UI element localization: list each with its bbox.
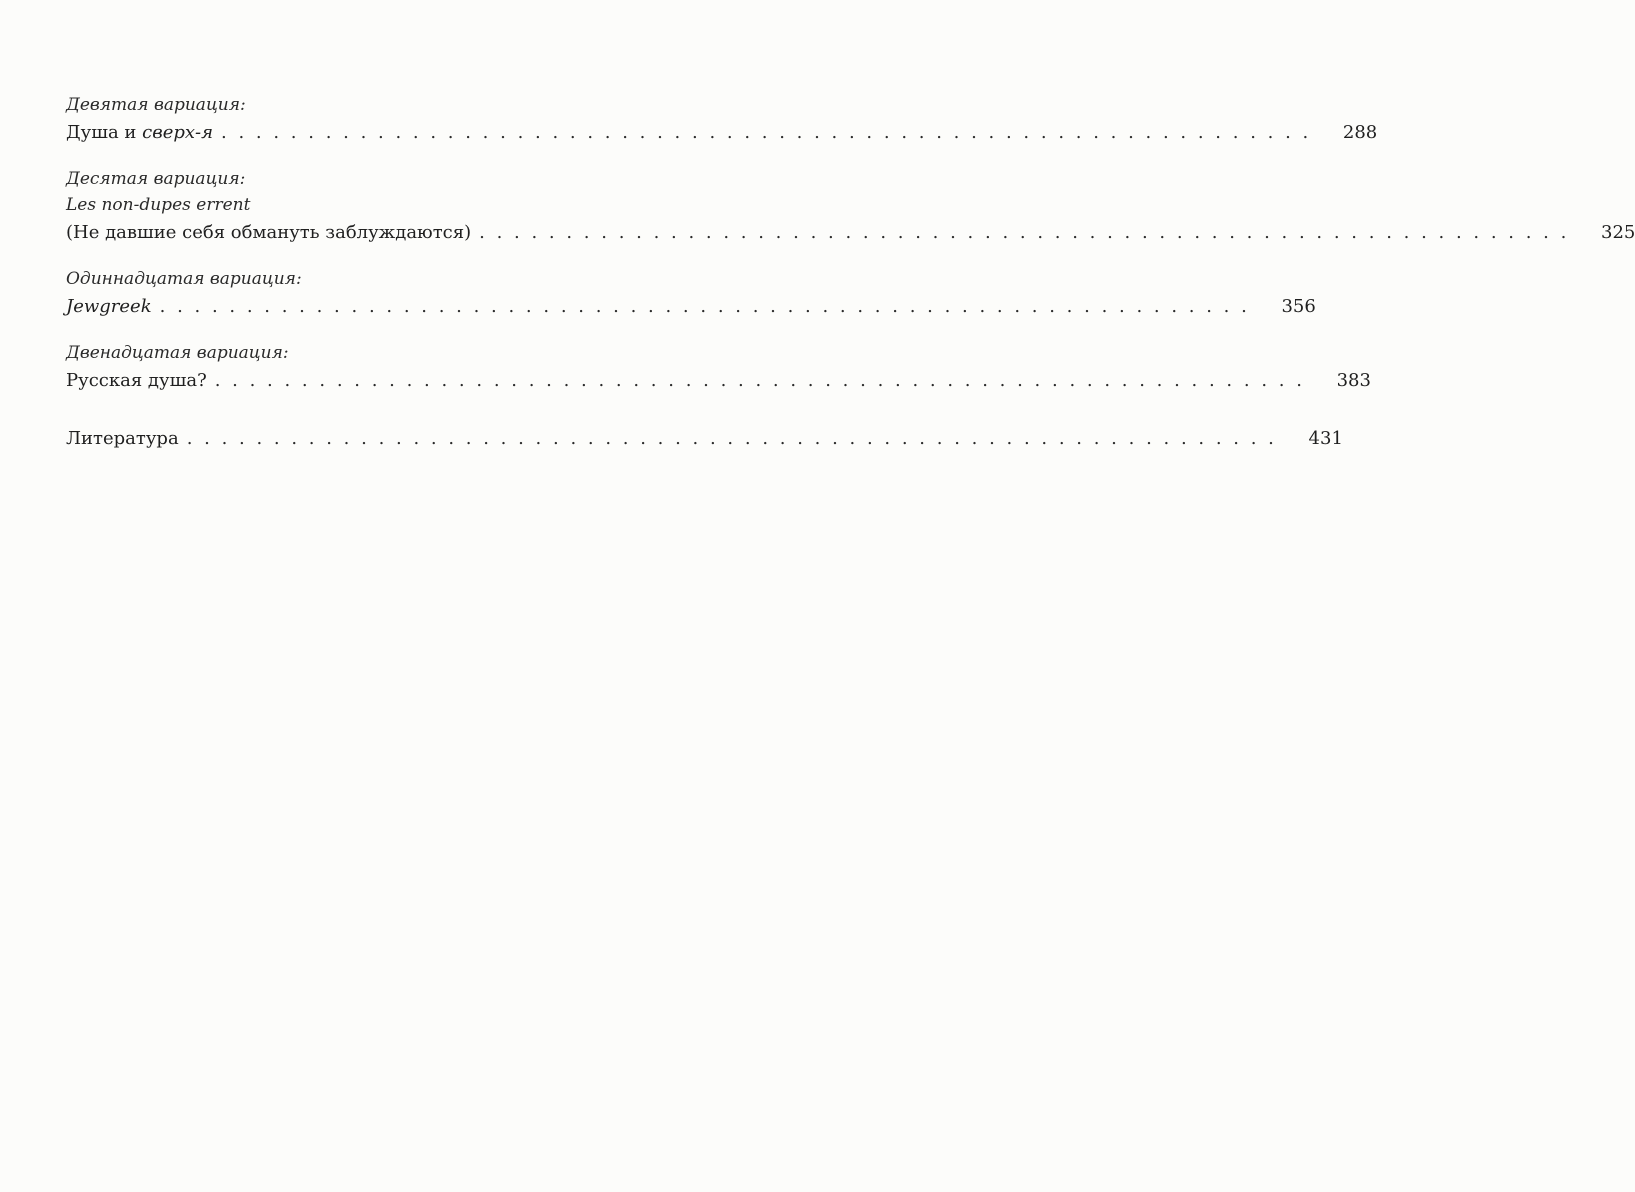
dot-leader: . . . . . . . . . . . . . . . . . . . . . . . . . . . . . . . . . . . . . . . . . . . . . . . . . . . . . . . . . . . . . . .: [221, 122, 1312, 143]
toc-entry-variation-12: [66, 340, 1371, 396]
toc-entry-title: [66, 292, 152, 322]
toc-page-number: 356: [1281, 296, 1316, 317]
toc-entry-title-italic: Jewgreek: [66, 296, 152, 317]
toc-entry-literature: [66, 424, 1343, 454]
toc-entry-line: [66, 218, 1635, 248]
toc-entry-title: [66, 424, 179, 454]
toc-entry-variation-9: [66, 92, 1378, 148]
toc-entry-variation-11: [66, 266, 1316, 322]
toc-entry-title-text: Душа и: [66, 122, 143, 143]
toc-entry-heading: Девятая вариация:: [66, 95, 246, 115]
toc-entry-heading: Двенадцатая вариация:: [66, 343, 289, 363]
toc-entry-line: [66, 424, 1343, 454]
table-of-contents: [66, 92, 1635, 472]
toc-entry-title: [66, 366, 207, 396]
toc-entry-line: [66, 118, 1378, 148]
dot-leader: . . . . . . . . . . . . . . . . . . . . . . . . . . . . . . . . . . . . . . . . . . . . . . . . . . . . . . . . . . . . . . .: [479, 222, 1570, 243]
toc-entry-variation-10: [66, 166, 1635, 248]
toc-entry-heading: Одиннадцатая вариация:: [66, 269, 302, 289]
toc-entry-title-text: Литература: [66, 428, 179, 449]
toc-entry-title-text: Русская душа?: [66, 370, 207, 391]
toc-entry-title-italic: сверх-я: [142, 122, 214, 143]
toc-entry-heading: Десятая вариация:: [66, 169, 246, 189]
toc-page-number: 325: [1601, 222, 1635, 243]
toc-page-number: 288: [1342, 122, 1378, 143]
toc-entry-line: [66, 366, 1371, 396]
toc-entry-title-text: (Не давшие себя обмануть заблуждаются): [66, 222, 472, 243]
toc-page-number: 431: [1308, 428, 1343, 449]
toc-entry-line: [66, 292, 1316, 322]
dot-leader: . . . . . . . . . . . . . . . . . . . . . . . . . . . . . . . . . . . . . . . . . . . . . . . . . . . . . . . . . . . . . . .: [159, 296, 1250, 317]
toc-entry-title: [66, 118, 213, 148]
toc-entry-subtitle: Les non-dupes errent: [66, 195, 251, 215]
toc-entry-title: [66, 218, 471, 248]
toc-page-number: 383: [1336, 370, 1371, 391]
dot-leader: . . . . . . . . . . . . . . . . . . . . . . . . . . . . . . . . . . . . . . . . . . . . . . . . . . . . . . . . . . . . . . .: [214, 370, 1305, 391]
dot-leader: . . . . . . . . . . . . . . . . . . . . . . . . . . . . . . . . . . . . . . . . . . . . . . . . . . . . . . . . . . . . . . .: [186, 428, 1277, 449]
